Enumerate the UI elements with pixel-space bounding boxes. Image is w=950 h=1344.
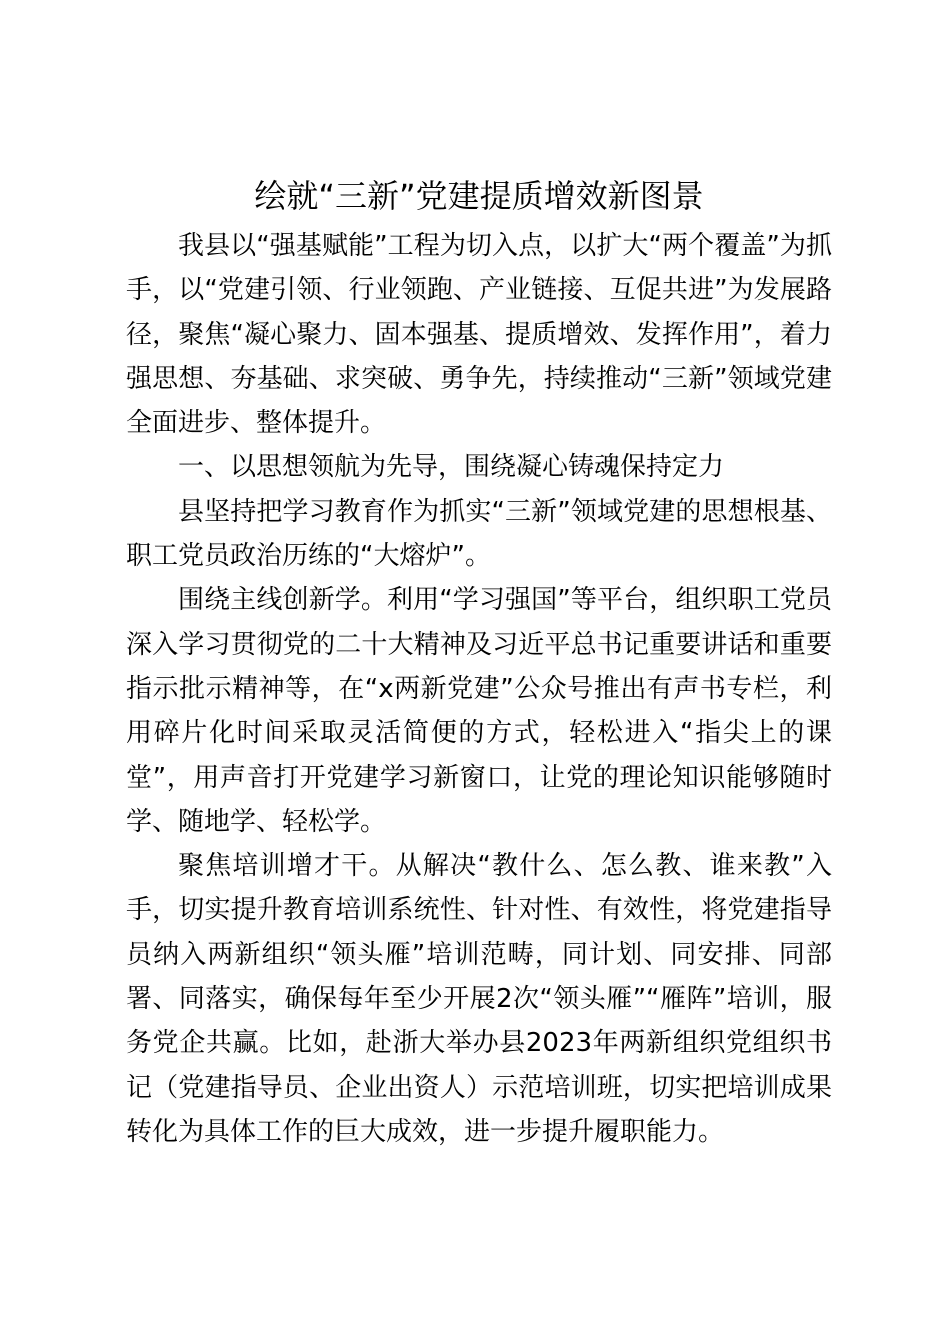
document-page: [126, 168, 832, 1154]
section-intro-paragraph: 县坚持把学习教育作为抓实“三新”领域党建的思想根基、职工党员政治历练的“大熔炉”。: [126, 496, 832, 572]
study-paragraph: 围绕主线创新学。利用“学习强国”等平台，组织职工党员深入学习贯彻党的二十大精神及习近平总书记重要讲话和重要指示批示精神等，在“x两新党建”公众号推出有声书专栏，利用碎片化时间采取灵活简便的方式，轻松进入“指尖上的课堂”，用声音打开党建学习新窗口，让党的理论知识能够随时学、随地学、轻松学。: [126, 585, 832, 837]
document-title: 绘就“三新”党建提质增效新图景: [254, 177, 704, 215]
intro-paragraph: 我县以“强基赋能”工程为切入点，以扩大“两个覆盖”为抓手，以“党建引领、行业领跑、产业链接、互促共进”为发展路径，聚焦“凝心聚力、固本强基、提质增效、发挥作用”，着力强思想、夯基础、求突破、勇争先，持续推动“三新”领域党建全面进步、整体提升。: [126, 231, 832, 439]
section-heading: 一、以思想领航为先导，围绕凝心铸魂保持定力: [178, 452, 725, 483]
training-paragraph: 聚焦培训增才干。从解决“教什么、怎么教、谁来教”入手，切实提升教育培训系统性、针对性、有效性，将党建指导员纳入两新组织“领头雁”培训范畴，同计划、同安排、同部署、同落实，确保每年至少开展2次“领头雁”“雁阵”培训，服务党企共赢。比如，赴浙大举办县2023年两新组织党组织书记（党建指导员、企业出资人）示范培训班，切实把培训成果转化为具体工作的巨大成效，进一步提升履职能力。: [126, 851, 832, 1147]
